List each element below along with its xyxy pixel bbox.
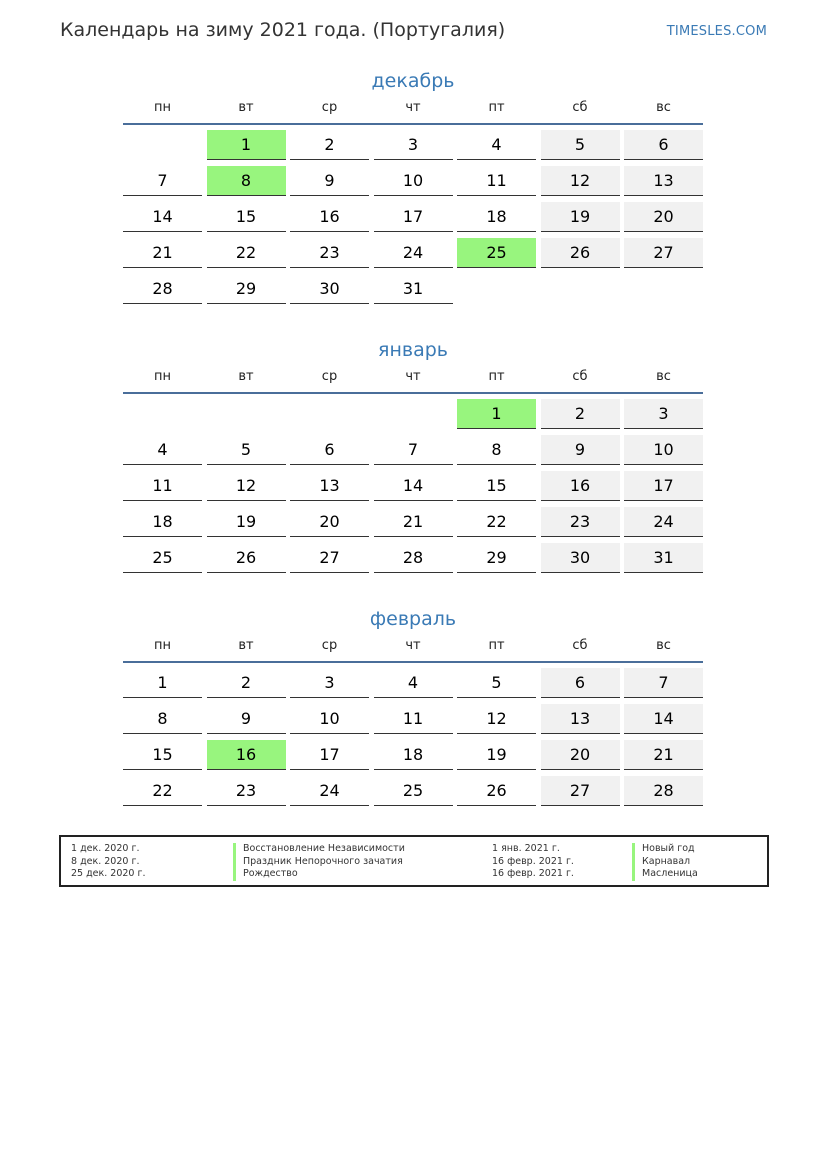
legend-dates-right [492,843,574,881]
weekday-label: ср [321,369,338,384]
empty-day-cell [123,399,202,428]
weekday-header [123,98,703,125]
day-cell: 4 [457,130,536,160]
day-cell: 11 [374,704,453,734]
weekday-label: пт [488,638,505,653]
day-cell: 2 [207,668,286,698]
weekday-label: пн [154,100,171,115]
legend-date: 1 янв. 2021 г. [492,843,560,854]
weekend-day-cell: 16 [541,471,620,501]
day-cell: 1 [123,668,202,698]
day-cell: 10 [374,166,453,196]
day-cell: 3 [374,130,453,160]
day-cell: 25 [374,776,453,806]
day-grid [123,130,703,304]
empty-day-cell [123,130,202,159]
weekday-label: вс [656,369,671,384]
day-cell: 5 [207,435,286,465]
empty-day-cell [624,274,703,303]
legend-holiday-name: Масленица [632,868,698,881]
month-title: декабрь [371,70,455,92]
day-cell: 15 [123,740,202,770]
day-cell: 9 [290,166,369,196]
day-cell: 17 [290,740,369,770]
day-cell: 23 [207,776,286,806]
holiday-day-cell: 1 [207,130,286,160]
weekend-day-cell: 14 [624,704,703,734]
day-grid [123,399,703,573]
day-cell: 11 [457,166,536,196]
day-cell: 4 [374,668,453,698]
month-january [123,337,703,573]
weekday-label: вс [656,638,671,653]
day-cell: 28 [374,543,453,573]
day-cell: 16 [290,202,369,232]
holiday-day-cell: 16 [207,740,286,770]
day-cell: 25 [123,543,202,573]
day-cell: 26 [207,543,286,573]
day-cell: 17 [374,202,453,232]
empty-day-cell [457,274,536,303]
weekday-label: сб [572,100,588,115]
weekend-day-cell: 27 [541,776,620,806]
weekend-day-cell: 2 [541,399,620,429]
day-cell: 19 [207,507,286,537]
weekday-header [123,367,703,394]
legend-holiday-name: Карнавал [632,856,698,869]
weekend-day-cell: 23 [541,507,620,537]
weekday-label: ср [321,638,338,653]
legend-names-right [632,843,698,881]
weekend-day-cell: 21 [624,740,703,770]
day-cell: 23 [290,238,369,268]
day-cell: 24 [290,776,369,806]
weekday-label: пн [154,369,171,384]
day-cell: 28 [123,274,202,304]
weekday-label: пн [154,638,171,653]
weekday-label: чт [405,638,421,653]
weekday-label: ср [321,100,338,115]
weekend-day-cell: 31 [624,543,703,573]
page-title: Календарь на зиму 2021 года. (Португалия) [60,19,506,41]
weekend-day-cell: 26 [541,238,620,268]
day-cell: 14 [123,202,202,232]
weekend-day-cell: 5 [541,130,620,160]
weekday-label: вт [238,369,254,384]
legend-holiday-name: Восстановление Независимости [233,843,405,856]
legend-holiday-name: Праздник Непорочного зачатия [233,856,405,869]
day-cell: 29 [207,274,286,304]
day-cell: 21 [123,238,202,268]
day-cell: 3 [290,668,369,698]
weekend-day-cell: 20 [624,202,703,232]
day-cell: 22 [123,776,202,806]
weekend-day-cell: 28 [624,776,703,806]
weekend-day-cell: 13 [541,704,620,734]
weekend-day-cell: 19 [541,202,620,232]
weekend-day-cell: 20 [541,740,620,770]
legend-names-left [233,843,405,881]
weekday-label: сб [572,369,588,384]
weekend-day-cell: 7 [624,668,703,698]
day-cell: 9 [207,704,286,734]
day-cell: 15 [207,202,286,232]
weekday-label: вс [656,100,671,115]
legend-date: 16 февр. 2021 г. [492,855,574,867]
day-cell: 22 [207,238,286,268]
weekday-label: сб [572,638,588,653]
day-cell: 22 [457,507,536,537]
weekday-label: вт [238,638,254,653]
legend-holiday-name: Рождество [233,868,405,881]
holiday-legend [59,835,769,887]
empty-day-cell [207,399,286,428]
month-december [123,68,703,304]
weekday-label: пт [488,100,505,115]
weekday-label: пт [488,369,505,384]
day-cell: 6 [290,435,369,465]
legend-date: 25 дек. 2020 г. [71,868,146,880]
holiday-day-cell: 1 [457,399,536,429]
brand-link[interactable]: TIMESLES.COM [666,24,767,39]
legend-date: 8 дек. 2020 г. [71,855,140,867]
legend-holiday-name: Новый год [632,843,698,856]
day-cell: 8 [457,435,536,465]
day-cell: 13 [290,471,369,501]
day-cell: 4 [123,435,202,465]
day-cell: 18 [123,507,202,537]
day-cell: 30 [290,274,369,304]
weekday-label: вт [238,100,254,115]
day-cell: 20 [290,507,369,537]
day-cell: 31 [374,274,453,304]
day-cell: 18 [457,202,536,232]
day-cell: 26 [457,776,536,806]
day-cell: 27 [290,543,369,573]
day-cell: 5 [457,668,536,698]
weekend-day-cell: 9 [541,435,620,465]
legend-date: 16 февр. 2021 г. [492,868,574,880]
weekend-day-cell: 27 [624,238,703,268]
empty-day-cell [541,274,620,303]
day-cell: 18 [374,740,453,770]
weekend-day-cell: 13 [624,166,703,196]
weekday-label: чт [405,100,421,115]
month-february [123,606,703,806]
day-cell: 14 [374,471,453,501]
day-cell: 7 [374,435,453,465]
day-cell: 10 [290,704,369,734]
weekend-day-cell: 17 [624,471,703,501]
day-cell: 21 [374,507,453,537]
day-cell: 12 [457,704,536,734]
legend-date: 1 дек. 2020 г. [71,843,140,854]
weekend-day-cell: 10 [624,435,703,465]
day-cell: 24 [374,238,453,268]
day-cell: 11 [123,471,202,501]
day-cell: 8 [123,704,202,734]
day-cell: 29 [457,543,536,573]
weekend-day-cell: 24 [624,507,703,537]
holiday-day-cell: 25 [457,238,536,268]
weekend-day-cell: 30 [541,543,620,573]
day-cell: 19 [457,740,536,770]
legend-dates-left [71,843,146,881]
weekday-header [123,636,703,663]
empty-day-cell [290,399,369,428]
day-cell: 7 [123,166,202,196]
weekday-label: чт [405,369,421,384]
weekend-day-cell: 3 [624,399,703,429]
day-cell: 12 [207,471,286,501]
month-title: февраль [369,608,457,630]
weekend-day-cell: 6 [541,668,620,698]
empty-day-cell [374,399,453,428]
day-cell: 2 [290,130,369,160]
day-grid [123,668,703,806]
holiday-day-cell: 8 [207,166,286,196]
month-title: январь [378,339,448,361]
weekend-day-cell: 12 [541,166,620,196]
day-cell: 15 [457,471,536,501]
weekend-day-cell: 6 [624,130,703,160]
